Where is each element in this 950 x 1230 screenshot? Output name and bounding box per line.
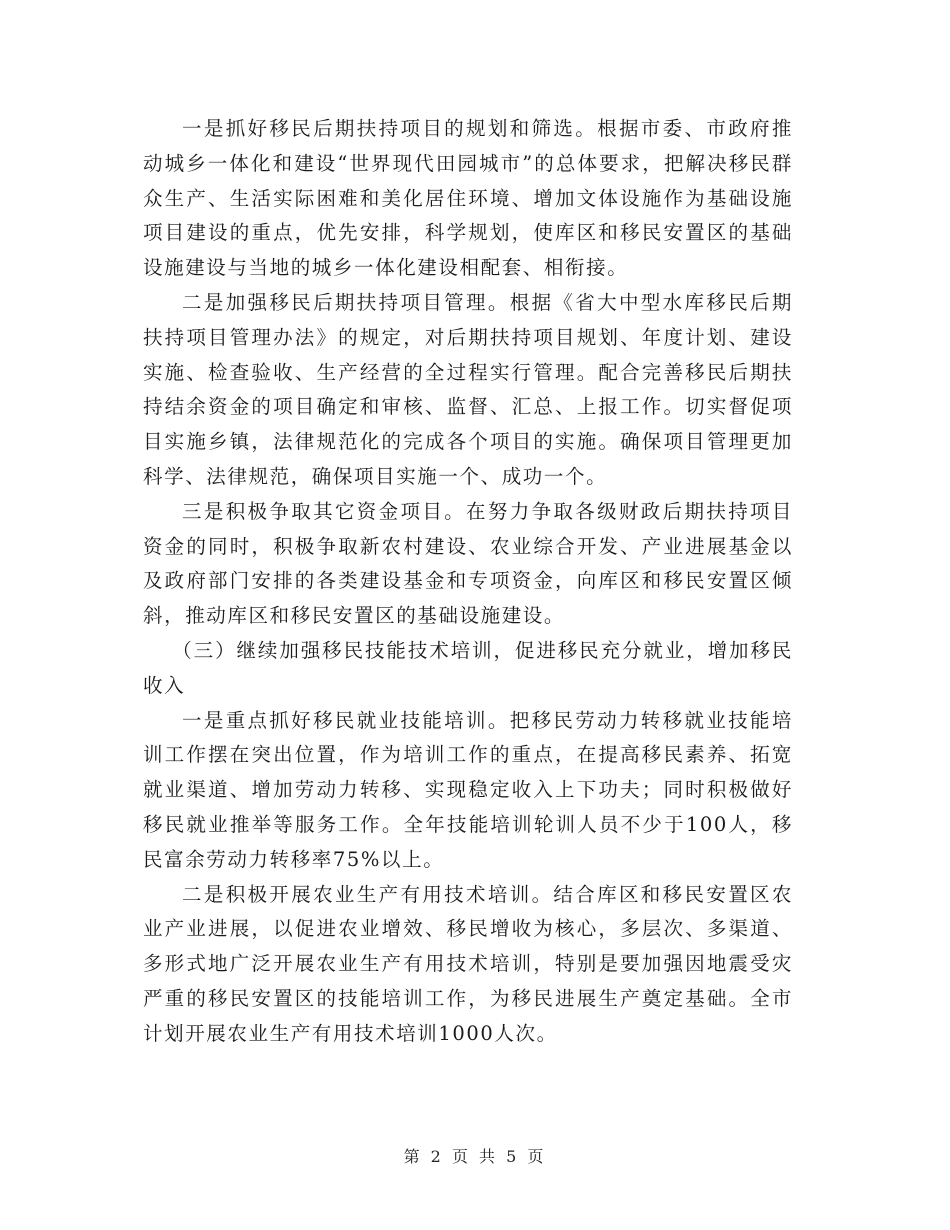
paragraph-employment-training: 一是重点抓好移民就业技能培训。把移民劳动力转移就业技能培训工作摆在突出位置，作为培训工作的重点，在提高移民素养、拓宽就业渠道、增加劳动力转移、实现稳定收入上下功夫；同时积极做好移民就业推举等服务工作。全年技能培训轮训人员不少于100人，移民富余劳动力转移率75%以上。 — [143, 708, 793, 871]
page-number-footer: 第 2 页 共 5 页 — [403, 1147, 547, 1166]
paragraph-project-management: 二是加强移民后期扶持项目管理。根据《省大中型水库移民后期扶持项目管理办法》的规定，对后期扶持项目规划、年度计划、建设实施、检查验收、生产经营的全过程实行管理。配合完善移民后期扶持结余资金的项目确定和审核、监督、汇总、上报工作。切实督促项目实施乡镇，法律规范化的完成各个项目的实施。确保项目管理更加科学、法律规范，确保项目实施一个、成功一个。 — [143, 290, 793, 488]
paragraph-other-funds: 三是积极争取其它资金项目。在努力争取各级财政后期扶持项目资金的同时，积极争取新农村建设、农业综合开发、产业进展基金以及政府部门安排的各类建设基金和专项资金，向库区和移民安置区倾斜，推动库区和移民安置区的基础设施建设。 — [143, 499, 793, 628]
paragraph-planning: 一是抓好移民后期扶持项目的规划和筛选。根据市委、市政府推动城乡一体化和建设“世界现代田园城市”的总体要求，把解决移民群众生产、生活实际困难和美化居住环境、增加文体设施作为基础设施项目建设的重点，优先安排，科学规划，使库区和移民安置区的基础设施建设与当地的城乡一体化建设相配套、相衔接。 — [143, 117, 793, 280]
document-body — [143, 112, 793, 1052]
paragraph-agriculture-training: 二是积极开展农业生产有用技术培训。结合库区和移民安置区农业产业进展，以促进农业增效、移民增收为核心，多层次、多渠道、多形式地广泛开展农业生产有用技术培训，特别是要加强因地震受灾严重的移民安置区的技能培训工作，为移民进展生产奠定基础。全市计划开展农业生产有用技术培训1000人次。 — [143, 882, 793, 1045]
section-heading-training: （三）继续加强移民技能技术培训，促进移民充分就业，增加移民收入 — [143, 638, 793, 697]
